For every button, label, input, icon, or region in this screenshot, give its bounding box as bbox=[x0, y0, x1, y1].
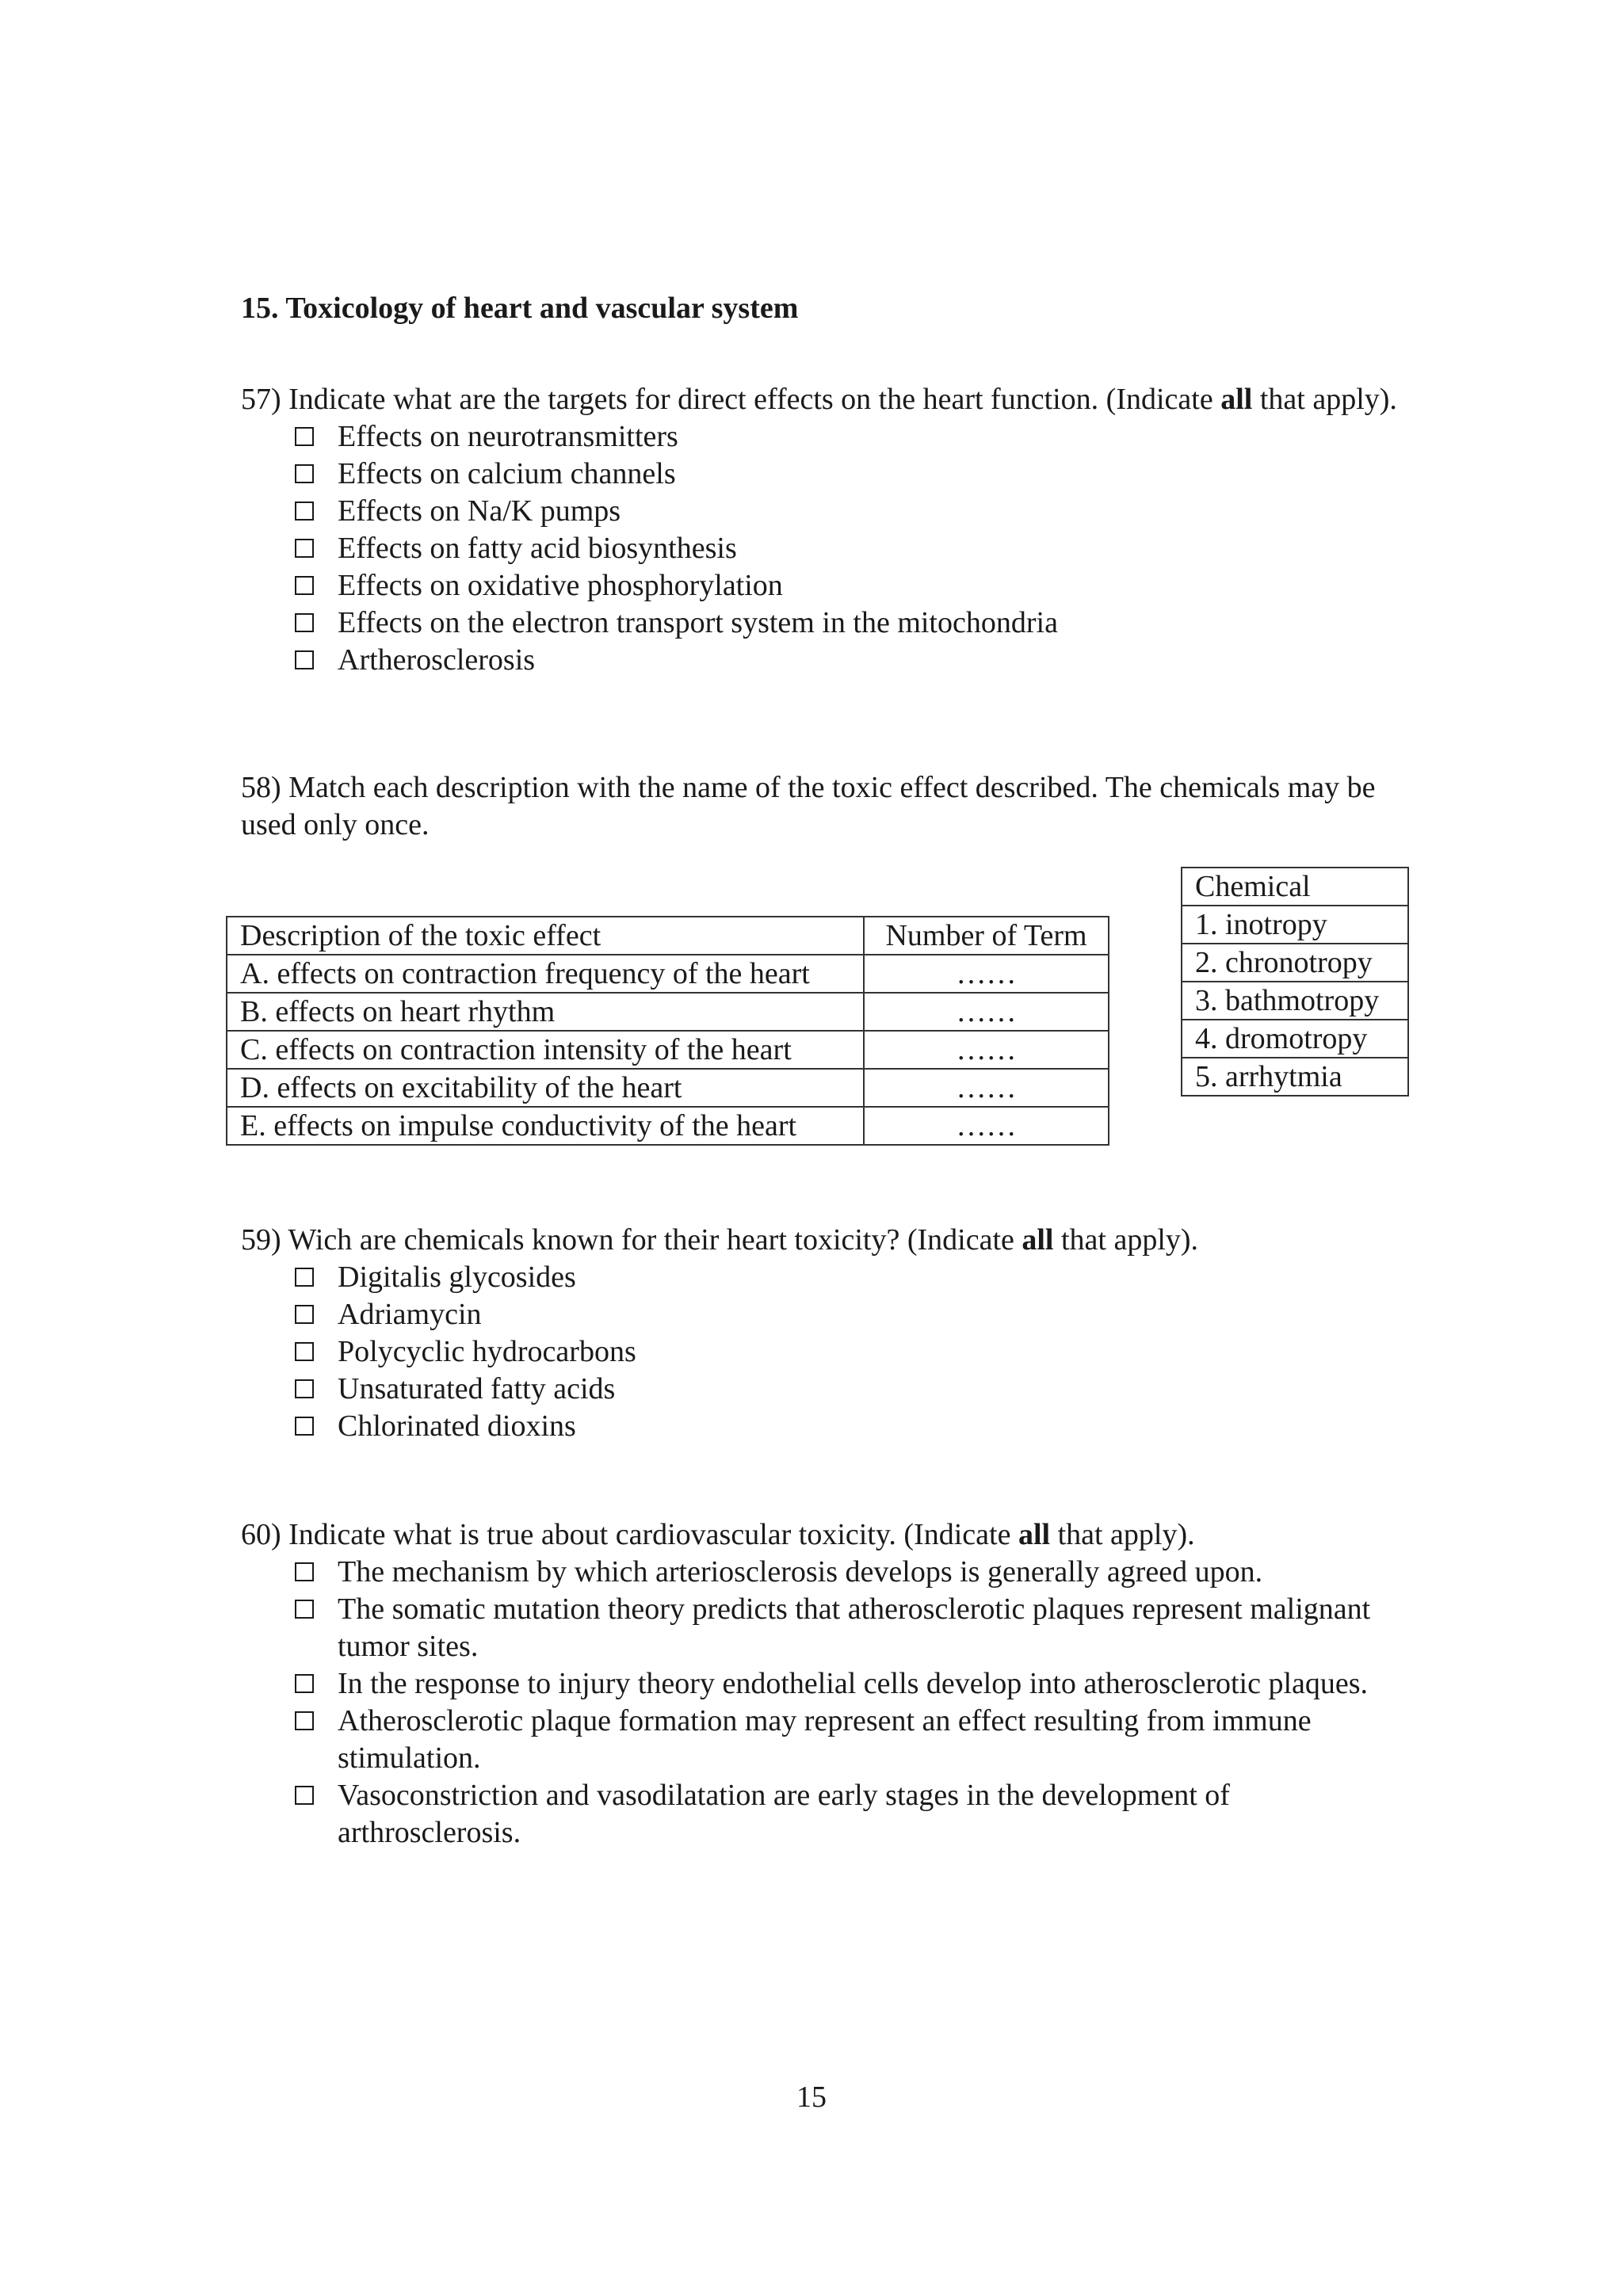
question-59-options bbox=[241, 1259, 1398, 1445]
answer-blank[interactable]: …… bbox=[864, 1031, 1109, 1069]
checkbox[interactable] bbox=[295, 1417, 314, 1436]
checkbox[interactable] bbox=[295, 1562, 314, 1581]
table-row bbox=[1182, 868, 1408, 906]
checkbox[interactable] bbox=[295, 1786, 314, 1805]
section-title: 15. Toxicology of heart and vascular system bbox=[241, 292, 799, 325]
table-header-row bbox=[227, 917, 1109, 955]
question-59 bbox=[241, 1222, 1398, 1445]
description-cell: A. effects on contraction frequency of the heart bbox=[227, 955, 864, 993]
option-item: Atherosclerotic plaque formation may represent an effect resulting from immune stimulation. bbox=[290, 1703, 1400, 1777]
description-table bbox=[226, 916, 1109, 1146]
option-item: Chlorinated dioxins bbox=[290, 1408, 1398, 1445]
option-item: Effects on neurotransmitters bbox=[290, 418, 1398, 456]
column-header-description: Description of the toxic effect bbox=[227, 917, 864, 955]
option-item: Artherosclerosis bbox=[290, 642, 1398, 679]
option-item: Adriamycin bbox=[290, 1296, 1398, 1333]
checkbox[interactable] bbox=[295, 1379, 314, 1398]
table-row bbox=[1182, 906, 1408, 944]
checkbox[interactable] bbox=[295, 650, 314, 669]
checkbox[interactable] bbox=[295, 502, 314, 521]
answer-blank[interactable]: …… bbox=[864, 1107, 1109, 1145]
chemical-header: Chemical bbox=[1182, 868, 1408, 906]
question-57-stem: 57) Indicate what are the targets for direct effects on the heart function. (Indicate all that apply). bbox=[241, 383, 1397, 416]
chemical-item: 4. dromotropy bbox=[1182, 1020, 1408, 1058]
table-row bbox=[1182, 1058, 1408, 1096]
description-cell: C. effects on contraction intensity of the heart bbox=[227, 1031, 864, 1069]
column-header-number: Number of Term bbox=[864, 917, 1109, 955]
checkbox[interactable] bbox=[295, 1305, 314, 1324]
description-cell: E. effects on impulse conductivity of the heart bbox=[227, 1107, 864, 1145]
chemical-table bbox=[1181, 867, 1409, 1097]
option-item: Effects on Na/K pumps bbox=[290, 493, 1398, 530]
option-item: Effects on oxidative phosphorylation bbox=[290, 567, 1398, 605]
question-60 bbox=[241, 1516, 1398, 1852]
table-row bbox=[227, 1107, 1109, 1145]
description-cell: D. effects on excitability of the heart bbox=[227, 1069, 864, 1107]
checkbox[interactable] bbox=[295, 539, 314, 558]
option-item: Unsaturated fatty acids bbox=[290, 1371, 1398, 1408]
question-60-stem: 60) Indicate what is true about cardiovascular toxicity. (Indicate all that apply). bbox=[241, 1518, 1195, 1551]
table-row bbox=[227, 1031, 1109, 1069]
checkbox[interactable] bbox=[295, 1268, 314, 1287]
table-row bbox=[1182, 944, 1408, 982]
checkbox[interactable] bbox=[295, 576, 314, 595]
chemical-item: 2. chronotropy bbox=[1182, 944, 1408, 982]
table-row bbox=[1182, 1020, 1408, 1058]
option-item: In the response to injury theory endothelial cells develop into atherosclerotic plaques. bbox=[290, 1665, 1400, 1703]
table-row bbox=[227, 1069, 1109, 1107]
answer-blank[interactable]: …… bbox=[864, 1069, 1109, 1107]
question-57-options bbox=[241, 418, 1398, 679]
description-cell: B. effects on heart rhythm bbox=[227, 993, 864, 1031]
option-item: Effects on fatty acid biosynthesis bbox=[290, 530, 1398, 567]
table-row bbox=[1182, 982, 1408, 1020]
answer-blank[interactable]: …… bbox=[864, 993, 1109, 1031]
table-row bbox=[227, 955, 1109, 993]
checkbox[interactable] bbox=[295, 464, 314, 483]
checkbox[interactable] bbox=[295, 1342, 314, 1361]
question-58-stem: 58) Match each description with the name of the toxic effect described. The chemicals may be used only once. bbox=[241, 771, 1376, 841]
checkbox[interactable] bbox=[295, 613, 314, 632]
chemical-item: 1. inotropy bbox=[1182, 906, 1408, 944]
option-item: The somatic mutation theory predicts that atherosclerotic plaques represent malignant tumor sites. bbox=[290, 1591, 1400, 1665]
table-row bbox=[227, 993, 1109, 1031]
chemical-item: 3. bathmotropy bbox=[1182, 982, 1408, 1020]
checkbox[interactable] bbox=[295, 427, 314, 446]
checkbox[interactable] bbox=[295, 1711, 314, 1730]
answer-blank[interactable]: …… bbox=[864, 955, 1109, 993]
option-item: Digitalis glycosides bbox=[290, 1259, 1398, 1296]
option-item: Effects on the electron transport system in the mitochondria bbox=[290, 605, 1398, 642]
checkbox[interactable] bbox=[295, 1674, 314, 1693]
chemical-item: 5. arrhytmia bbox=[1182, 1058, 1408, 1096]
question-58 bbox=[241, 769, 1398, 844]
question-57 bbox=[241, 381, 1398, 679]
question-59-stem: 59) Wich are chemicals known for their heart toxicity? (Indicate all that apply). bbox=[241, 1223, 1199, 1257]
page-number: 15 bbox=[796, 2081, 827, 2114]
option-item: Vasoconstriction and vasodilatation are early stages in the development of arthrosclerosis. bbox=[290, 1777, 1400, 1852]
option-item: Effects on calcium channels bbox=[290, 456, 1398, 493]
question-60-options bbox=[241, 1554, 1400, 1852]
option-item: Polycyclic hydrocarbons bbox=[290, 1333, 1398, 1371]
option-item: The mechanism by which arteriosclerosis develops is generally agreed upon. bbox=[290, 1554, 1400, 1591]
checkbox[interactable] bbox=[295, 1600, 314, 1619]
